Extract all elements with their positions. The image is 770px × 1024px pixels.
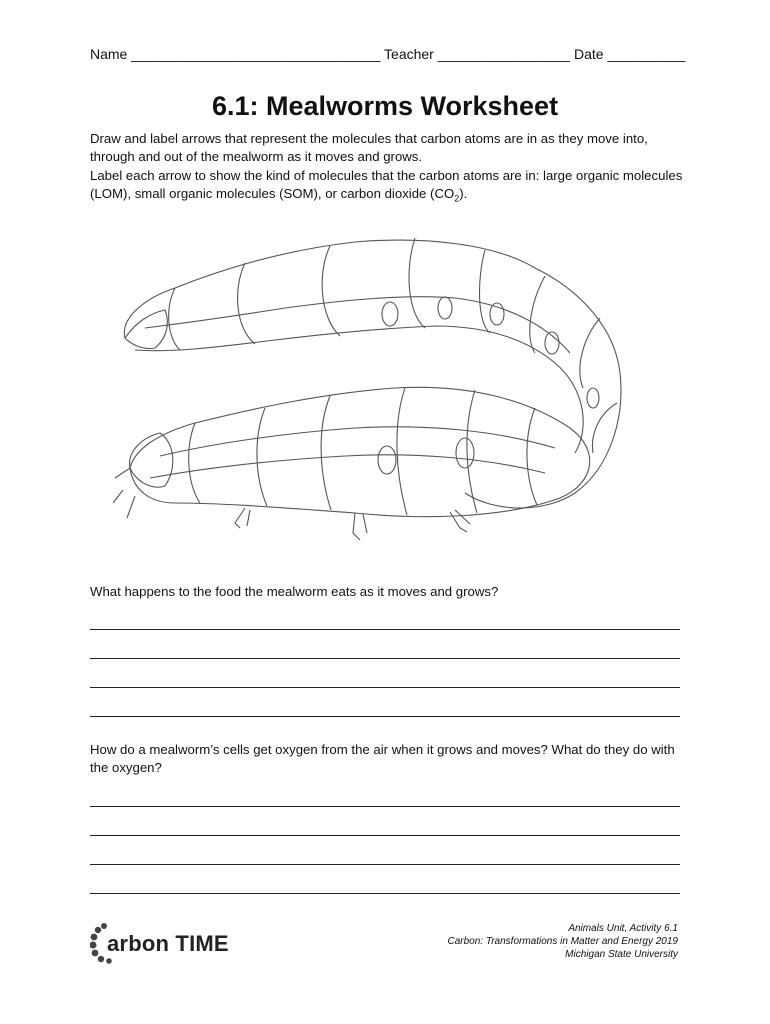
instruction-paragraph-1: Draw and label arrows that represent the molecules that carbon atoms are in as they move into, through and out of the mealworm as it moves and grows.	[90, 131, 648, 164]
instruction-text: Label each arrow to show the kind of molecules that the carbon atoms are in: large organic molecules (LOM), small organic molecules (SOM), or carbon dioxide (CO	[90, 168, 683, 201]
answer-line[interactable]	[90, 658, 680, 659]
date-field[interactable]: Date __________	[573, 46, 686, 62]
footer-line-1: Animals Unit, Activity 6.1	[568, 923, 678, 934]
header-fields	[90, 46, 685, 62]
answer-line[interactable]	[90, 629, 680, 630]
teacher-field[interactable]: Teacher _________________	[384, 46, 571, 62]
instruction-paragraph-2	[90, 167, 690, 208]
instruction-text-end: ).	[459, 186, 468, 201]
answer-line[interactable]	[90, 806, 680, 807]
question-1: What happens to the food the mealworm eats as it moves and grows?	[90, 584, 499, 599]
page-title: 6.1: Mealworms Worksheet	[211, 91, 559, 121]
answer-line[interactable]	[90, 893, 680, 894]
footer-credits	[448, 922, 679, 961]
footer-line-3: Michigan State University	[565, 949, 678, 960]
answer-line[interactable]	[90, 687, 680, 688]
logo-text: arbon TIME	[107, 931, 229, 956]
footer-line-2: Carbon: Transformations in Matter and Energy 2019	[447, 936, 678, 947]
question-2: How do a mealworm’s cells get oxygen from the air when it grows and moves? What do they do with the oxygen?	[90, 742, 675, 775]
answer-line[interactable]	[90, 864, 680, 865]
name-field[interactable]: Name ________________________________	[90, 46, 381, 62]
mealworm-illustration	[105, 228, 635, 558]
instruction-subscript: 2	[454, 193, 460, 204]
answer-line[interactable]	[90, 716, 680, 717]
answer-line[interactable]	[90, 835, 680, 836]
